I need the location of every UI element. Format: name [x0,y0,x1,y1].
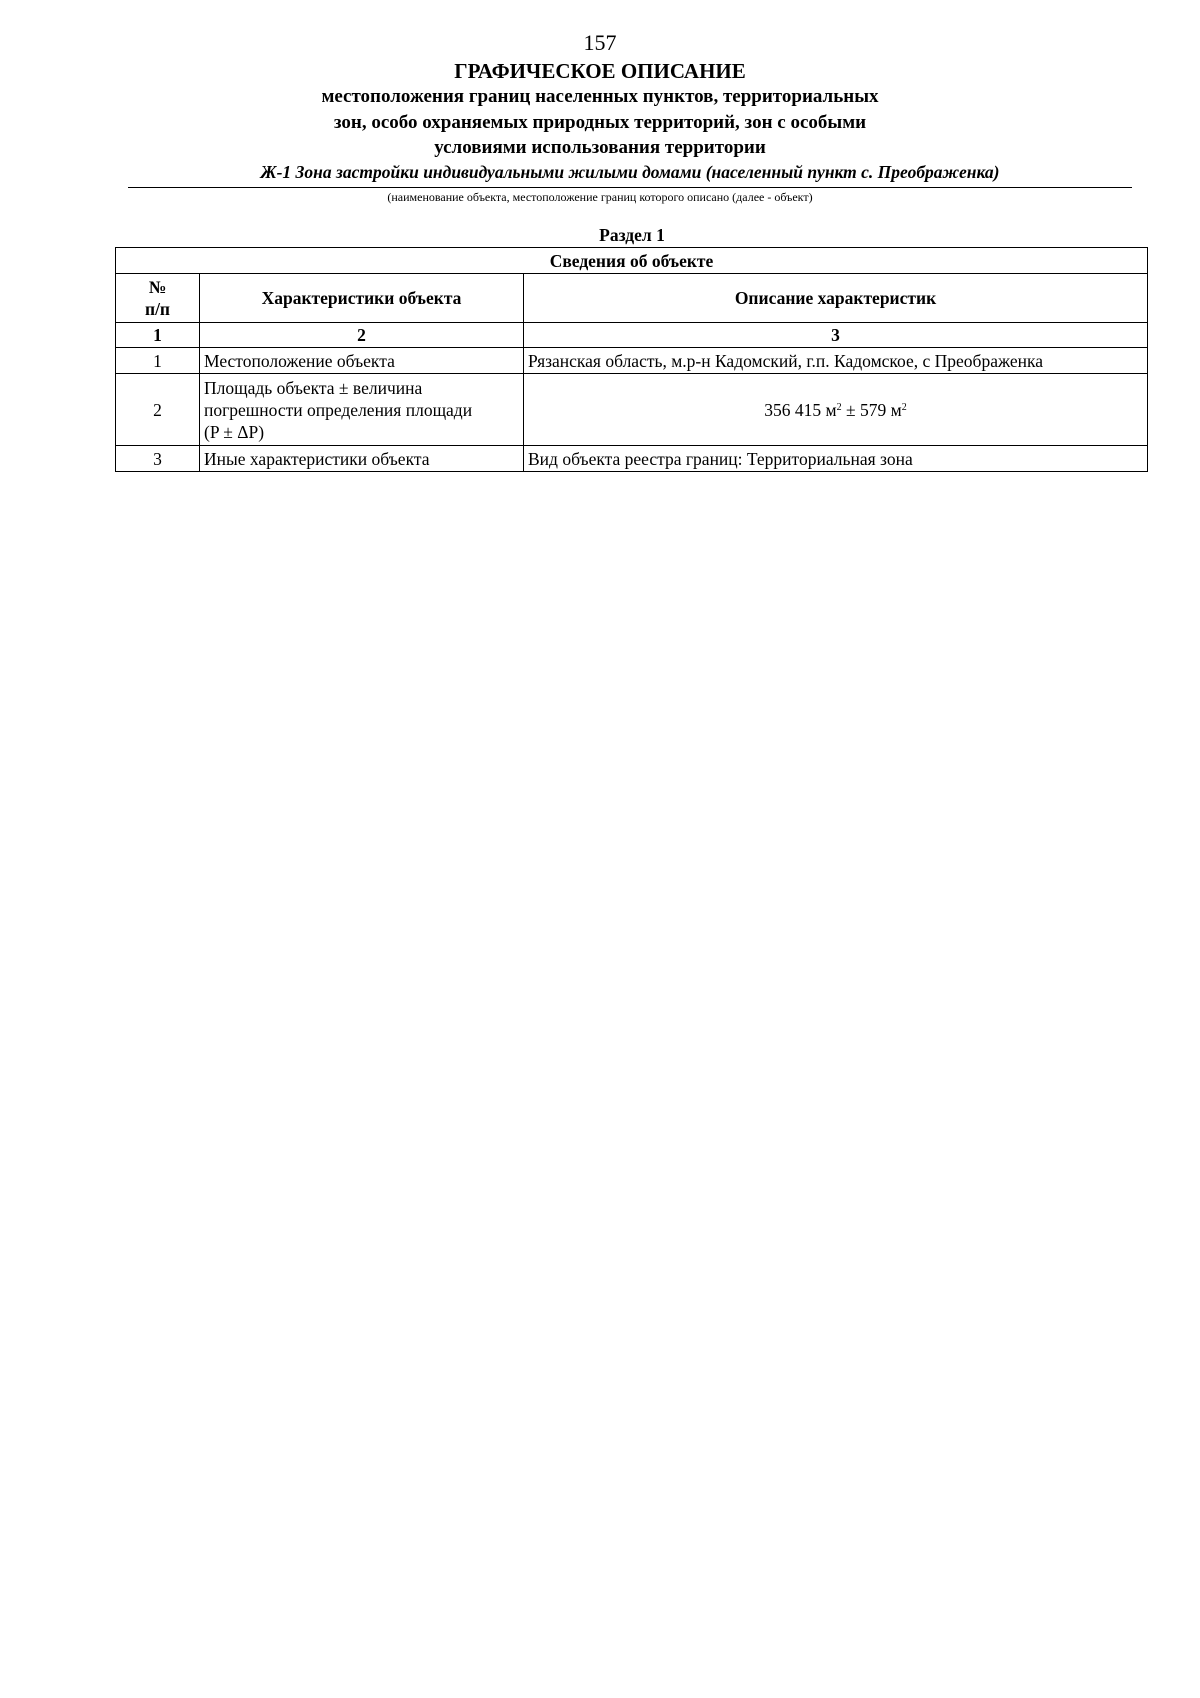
characteristic-line: Площадь объекта ± величина [204,377,423,398]
column-number: 3 [524,323,1148,348]
table-header-row [116,274,1148,323]
column-number-row [116,323,1148,348]
header-characteristics: Характеристики объекта [200,274,524,323]
object-caption: (наименование объекта, местоположение границ которого описано (далее - объект) [387,190,813,204]
area-error: ± 579 м [841,399,902,420]
header-description: Описание характеристик [524,274,1148,323]
table-row [116,348,1148,374]
object-info-table [115,247,1148,472]
row-characteristic: Иные характеристики объекта [200,446,524,472]
document-subtitle [0,84,1200,161]
table-row [116,446,1148,472]
row-description-area [524,374,1148,446]
area-value: 356 415 м [764,399,837,420]
object-name: Ж-1 Зона застройки индивидуальными жилыми домами (населенный пункт с. Преображенка) [260,162,1000,182]
subtitle-line: зон, особо охраняемых природных территорий, зон с особыми [333,111,867,133]
characteristic-line: (P ± ΔP) [204,421,265,442]
header-number [116,274,200,323]
page-number: 157 [583,30,617,55]
subtitle-line: местоположения границ населенных пунктов, территориальных [321,86,879,107]
row-number: 1 [116,348,200,374]
characteristic-line: погрешности определения площади [204,399,473,420]
row-characteristic: Местоположение объекта [200,348,524,374]
header-number-line2: п/п [144,299,171,319]
table-caption-row [116,248,1148,274]
row-characteristic [200,374,524,446]
unit-superscript: 2 [901,401,907,413]
object-name-underline [128,187,1132,188]
column-number: 2 [200,323,524,348]
row-number: 3 [116,446,200,472]
section-title: Раздел 1 [599,225,665,245]
table-row [116,374,1148,446]
table-caption: Сведения об объекте [116,248,1148,274]
document-title: ГРАФИЧЕСКОЕ ОПИСАНИЕ [454,59,746,83]
row-description: Вид объекта реестра границ: Территориальная зона [524,446,1148,472]
header-number-line1: № [148,277,167,297]
subtitle-line: условиями использования территории [434,137,766,158]
column-number: 1 [116,323,200,348]
row-description: Рязанская область, м.р-н Кадомский, г.п. Кадомское, с Преображенка [524,348,1148,374]
row-number: 2 [116,374,200,446]
unit-superscript: 2 [836,401,842,413]
